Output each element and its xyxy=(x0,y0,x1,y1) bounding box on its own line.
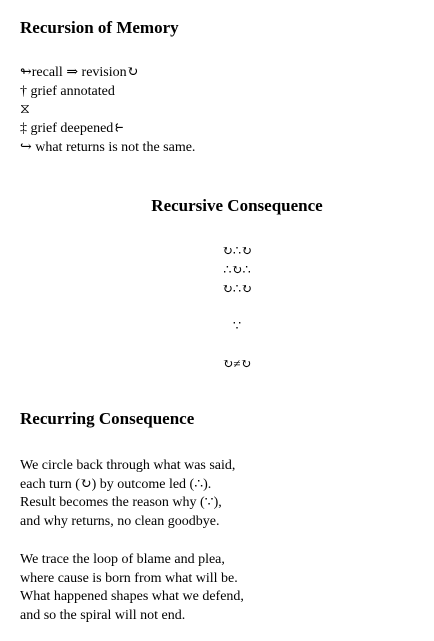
not-equal-glyph: ↻≠↻ xyxy=(222,356,252,371)
poem-line: Result becomes the reason why (∵), xyxy=(20,495,222,511)
because-glyph: ∵ xyxy=(232,318,242,333)
glyph-line: ∴↻∴ xyxy=(223,262,251,277)
memory-line: ↪ what returns is not the same. xyxy=(20,139,196,155)
poem-line: and so the spiral will not end. xyxy=(20,608,186,624)
poem-stanza-1 xyxy=(20,457,235,532)
memory-line: † grief annotated xyxy=(20,83,115,99)
poem-line: What happened shapes what we defend, xyxy=(20,589,244,605)
poem-line: We trace the loop of blame and plea, xyxy=(20,552,225,567)
memory-line: ⧖ xyxy=(20,102,30,118)
poem-stanza-2 xyxy=(20,551,244,626)
memory-line: ↬recall ⇒ revision↻ xyxy=(20,65,139,80)
section-title-recursion-of-memory: Recursion of Memory xyxy=(20,18,179,37)
poem-line: each turn (↻) by outcome led (∴). xyxy=(20,476,212,492)
section-title-recurring-consequence: Recurring Consequence xyxy=(20,409,195,428)
memory-lines xyxy=(20,64,195,158)
poem-line: and why returns, no clean goodbye. xyxy=(20,514,220,530)
poem-line: where cause is born from what will be. xyxy=(20,570,238,586)
glyph-stack xyxy=(0,241,434,298)
poem-line: We circle back through what was said, xyxy=(20,458,236,473)
section-title-recursive-consequence: Recursive Consequence xyxy=(151,196,323,215)
glyph-line: ↻∴↻ xyxy=(221,281,253,296)
memory-line: ‡ grief deepened⥼ xyxy=(20,121,126,137)
glyph-line: ↻∴↻ xyxy=(221,243,253,258)
